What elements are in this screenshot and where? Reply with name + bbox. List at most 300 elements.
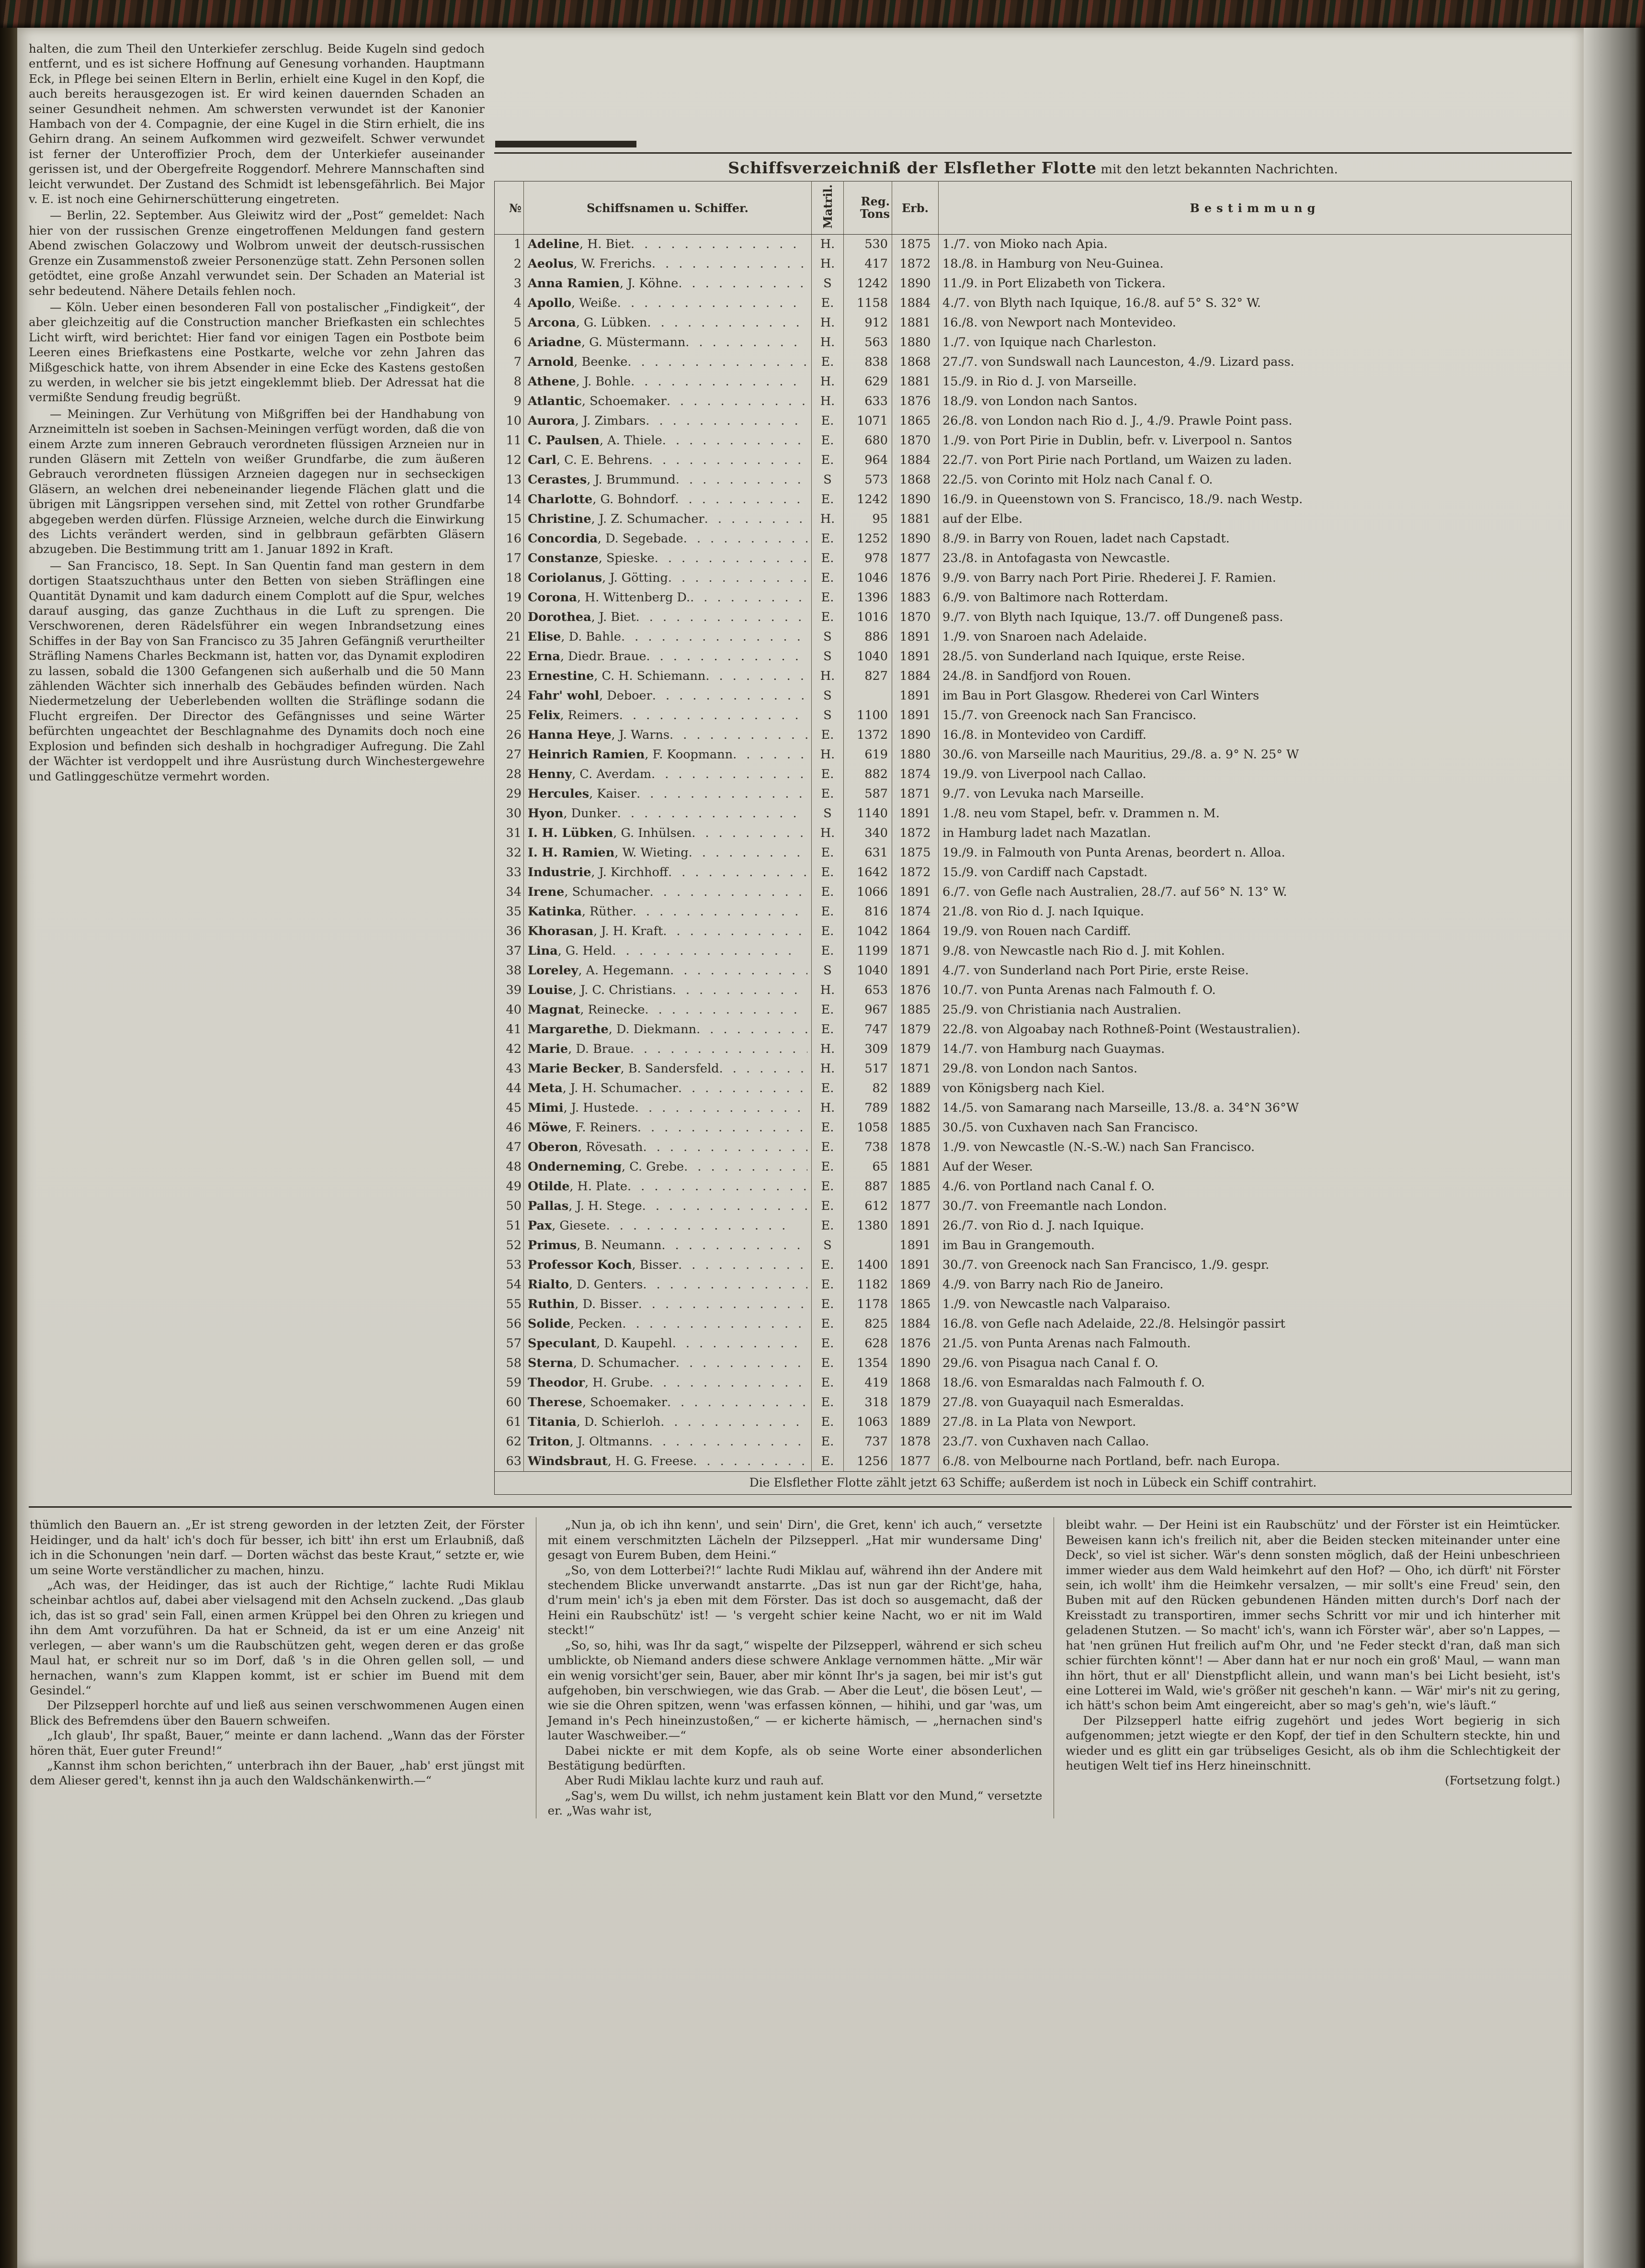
fleet-table-title (494, 152, 1572, 181)
ship-built-year: 1881 (892, 372, 939, 392)
page-content (29, 41, 1572, 1818)
leader-dots (733, 745, 807, 765)
paragraph: — Meiningen. Zur Verhütung von Mißgriffen bei der Handhabung von Arzneimitteln ist soeben in Sachsen-Meiningen verfügt worden, daß die von einem Arzte zum inneren Gebrauch verordneten flüssigen Arzneien nur in runden Gläsern mit Zetteln von weißer Grundfarbe, die zum äußeren Gebrauch verordneten flüssigen Arzneien dagegen nur in sechseckigen Gläsern, an welchen drei nebeneinander liegende Flächen glatt und die übrigen mit Längsrippen versehen sind, mit Zettel von rother Grundfarbe abgegeben werden dürfen. Flüssige Arzneien, welche durch die Einwirkung des Lichts verändert werden, sind in gelbbraun gefärbten Gläsern abzugeben. Die Bestimmung tritt am 1. Januar 1892 in Kraft. (29, 406, 485, 556)
ship-name: Professor Koch, Bisser . . (524, 1255, 812, 1275)
ship-material: S (812, 627, 844, 647)
ship-name: Katinka, Rüther . . (524, 902, 812, 922)
ship-material: H. (812, 745, 844, 765)
ship-material: E. (812, 1138, 844, 1157)
ship-material: H. (812, 666, 844, 686)
ship-row (495, 235, 1572, 255)
leader-dots (643, 1275, 807, 1295)
ship-destination: 19./9. in Falmouth von Punta Arenas, beordert n. Alloa. (939, 843, 1572, 863)
ship-material: E. (812, 1255, 844, 1275)
page-stack-right-edge (1584, 28, 1645, 2268)
ship-number: 29 (506, 787, 522, 801)
ship-name: Carl, C. E. Behrens . . (524, 451, 812, 470)
ship-built-year: 1878 (892, 1138, 939, 1157)
leader-dots (667, 392, 807, 411)
ship-material: E. (812, 1432, 844, 1452)
leader-dots (637, 1118, 807, 1138)
ship-name: Loreley, A. Hegemann . . (524, 961, 812, 981)
ship-number: 25 (506, 708, 522, 723)
ship-reg-tons: 964 (844, 451, 892, 470)
ship-number: 38 (506, 963, 522, 978)
ship-material: S (812, 647, 844, 666)
ship-built-year: 1885 (892, 1000, 939, 1020)
ship-name: Pax, Giesete . . (524, 1216, 812, 1236)
ship-name: Coriolanus, J. Götting . . (524, 568, 812, 588)
ship-destination: 1./9. von Newcastle nach Valparaiso. (939, 1295, 1572, 1314)
ship-row (495, 352, 1572, 372)
ship-destination: 4./9. von Barry nach Rio de Janeiro. (939, 1275, 1572, 1295)
ship-reg-tons (844, 686, 892, 706)
ship-name: Ariadne, G. Müstermann . . (524, 333, 812, 352)
ship-number: 26 (506, 728, 522, 743)
ship-row (495, 1177, 1572, 1196)
ship-row (495, 1039, 1572, 1059)
ship-material: E. (812, 1412, 844, 1432)
paragraph: „Sag's, wem Du willst, ich nehm justament kein Blatt vor den Mund,“ versetzte er. „Was wahr ist, (547, 1788, 1043, 1818)
ship-name: Aurora, J. Zimbars . . (524, 411, 812, 431)
ship-built-year: 1884 (892, 293, 939, 313)
ship-name: Concordia, D. Segebade . . (524, 529, 812, 549)
leader-dots (689, 843, 807, 863)
ship-built-year: 1880 (892, 333, 939, 352)
ship-built-year: 1876 (892, 392, 939, 411)
ship-reg-tons: 882 (844, 765, 892, 784)
leader-dots (684, 1157, 807, 1177)
leader-dots (692, 824, 807, 843)
ship-name: Therese, Schoemaker . . (524, 1393, 812, 1412)
ship-material: H. (812, 1039, 844, 1059)
leader-dots (668, 863, 807, 882)
ship-destination: 15./9. in Rio d. J. von Marseille. (939, 372, 1572, 392)
ship-material: H. (812, 372, 844, 392)
ship-destination: im Bau in Grangemouth. (939, 1236, 1572, 1255)
ship-reg-tons: 309 (844, 1039, 892, 1059)
ship-material: E. (812, 431, 844, 451)
ship-destination: 18./8. in Hamburg von Neu-Guinea. (939, 254, 1572, 274)
ship-reg-tons: 738 (844, 1138, 892, 1157)
feuilleton-section (29, 1517, 1572, 1818)
ship-built-year: 1879 (892, 1039, 939, 1059)
ship-destination: 9./7. von Levuka nach Marseille. (939, 784, 1572, 804)
ship-row (495, 725, 1572, 745)
ship-number: 6 (513, 335, 522, 350)
ship-reg-tons (844, 1236, 892, 1255)
ship-number: 57 (506, 1336, 522, 1351)
ship-material: E. (812, 765, 844, 784)
ship-number: 30 (506, 806, 522, 821)
ship-built-year: 1865 (892, 411, 939, 431)
ship-number: 52 (506, 1238, 522, 1253)
ship-built-year: 1889 (892, 1079, 939, 1098)
leader-dots (704, 509, 807, 529)
ship-material: S (812, 470, 844, 490)
ship-name: Margarethe, D. Diekmann . . (524, 1020, 812, 1039)
ship-name: Fahr' wohl, Deboer . . (524, 686, 812, 706)
ship-reg-tons: 887 (844, 1177, 892, 1196)
ship-number: 23 (506, 669, 522, 684)
ship-reg-tons: 633 (844, 392, 892, 411)
ship-built-year: 1872 (892, 824, 939, 843)
ship-reg-tons: 653 (844, 981, 892, 1000)
ship-number: 54 (506, 1277, 522, 1292)
ship-row (495, 313, 1572, 333)
ship-built-year: 1870 (892, 431, 939, 451)
ship-row (495, 902, 1572, 922)
ship-number: 3 (513, 276, 522, 291)
ship-built-year: 1880 (892, 745, 939, 765)
ship-destination: 16./8. von Newport nach Montevideo. (939, 313, 1572, 333)
ship-row (495, 1118, 1572, 1138)
ship-built-year: 1875 (892, 235, 939, 255)
ship-material: E. (812, 1354, 844, 1373)
ship-built-year: 1865 (892, 1295, 939, 1314)
ship-name: Heinrich Ramien, F. Koopmann . . (524, 745, 812, 765)
ship-number: 20 (506, 610, 522, 625)
ship-destination: 1./8. neu vom Stapel, befr. v. Drammen n. M. (939, 804, 1572, 824)
ship-row (495, 765, 1572, 784)
ship-reg-tons: 1063 (844, 1412, 892, 1432)
leader-dots (631, 372, 807, 392)
ship-number: 41 (506, 1022, 522, 1037)
ship-name: Oberon, Rövesath . . (524, 1138, 812, 1157)
ship-number: 9 (513, 394, 522, 409)
ship-built-year: 1881 (892, 313, 939, 333)
ship-destination: 30./7. von Freemantle nach London. (939, 1196, 1572, 1216)
leader-dots (627, 352, 807, 372)
ship-reg-tons: 1140 (844, 804, 892, 824)
ship-number: 59 (506, 1376, 522, 1390)
ship-material: E. (812, 1275, 844, 1295)
fleet-table-footer: Die Elsflether Flotte zählt jetzt 63 Schiffe; außerdem ist noch in Lübeck ein Schiff contrahirt. (494, 1472, 1572, 1495)
ship-built-year: 1874 (892, 902, 939, 922)
ship-material: H. (812, 981, 844, 1000)
ship-built-year: 1891 (892, 882, 939, 902)
news-column (29, 41, 485, 785)
ship-number: 40 (506, 1003, 522, 1017)
ship-number: 5 (513, 316, 522, 330)
ship-row (495, 1452, 1572, 1472)
ship-material: E. (812, 1177, 844, 1196)
leader-dots (660, 1412, 807, 1432)
fleet-table-header (495, 181, 1572, 235)
paragraph: bleibt wahr. — Der Heini ist ein Raubschütz' und der Förster ist ein Heimtücker. Beweisen kann ich's freilich nit, aber die Beiden stecken miteinander unter eine Deck', so viel ist sicher. Wär's denn sonsten möglich, daß der Heini unbeschrieen immer wieder aus dem Wald heimkehrt auf den Hof? — Oho, ich dürft' nit Förster sein, ich wollt' ihm die Heimkehr versalzen, — mir sollt's eine Freud' sein, den Buben mit auf den Rücken gebundenen Händen mitten durch's Dorf nach der Kreisstadt zu transportiren, immer sechs Schritt vor mir und ich hinterher mit geladenen Stutzen. — So macht' ich's, wann ich Förster wär', aber so'n Lappes, — hat 'nen grünen Hut freilich auf'm Ohr, und 'ne Feder steckt d'ran, daß man sich schier fürchten könnt'! — Aber dann hat er nur noch ein groß' Maul, — wann man ihn hört, thut er all' Dienstpflicht allein, und wann man's bei Licht besieht, ist's eine Lotterei im Wald, wie's größer nit gescheh'n kann. — Wär' mir's nit zu gering, ich hätt's schon beim Amt eingereicht, aber so mag's geh'n, wie's läuft.“ (1066, 1518, 1561, 1713)
ship-material: E. (812, 1334, 844, 1354)
ship-row (495, 1236, 1572, 1255)
ship-name: Khorasan, J. H. Kraft . . (524, 922, 812, 941)
leader-dots (635, 1098, 807, 1118)
ship-name: Constanze, Spieske . . (524, 549, 812, 568)
top-section (29, 41, 1572, 1495)
ship-name: Henny, C. Averdam . . (524, 765, 812, 784)
ship-row (495, 647, 1572, 666)
ship-built-year: 1891 (892, 627, 939, 647)
ship-destination: von Königsberg nach Kiel. (939, 1079, 1572, 1098)
ship-name: Ruthin, D. Bisser . . (524, 1295, 812, 1314)
ship-built-year: 1872 (892, 254, 939, 274)
ship-number: 49 (506, 1179, 522, 1194)
ship-row (495, 941, 1572, 961)
leader-dots (685, 333, 807, 352)
ship-destination: 6./7. von Gefle nach Australien, 28./7. auf 56° N. 13° W. (939, 882, 1572, 902)
ornament-bar (495, 141, 636, 147)
ship-destination: 30./6. von Marseille nach Mauritius, 29./8. a. 9° N. 25° W (939, 745, 1572, 765)
ship-name: Mimi, J. Hustede . . (524, 1098, 812, 1118)
ship-built-year: 1868 (892, 470, 939, 490)
ship-built-year: 1876 (892, 981, 939, 1000)
feuilleton-column-2 (536, 1517, 1054, 1818)
leader-dots (622, 1314, 807, 1334)
ship-row (495, 1373, 1572, 1393)
ship-reg-tons: 747 (844, 1020, 892, 1039)
ship-reg-tons: 1100 (844, 706, 892, 725)
ship-built-year: 1891 (892, 706, 939, 725)
ship-name: Windsbraut, H. G. Freese . . (524, 1452, 812, 1472)
ship-number: 17 (506, 551, 522, 566)
ship-destination: 30./7. von Greenock nach San Francisco, 1./9. gespr. (939, 1255, 1572, 1275)
ship-number: 61 (506, 1415, 522, 1430)
ship-number: 44 (506, 1081, 522, 1096)
ship-destination: 16./8. von Gefle nach Adelaide, 22./8. Helsingör passirt (939, 1314, 1572, 1334)
ship-reg-tons: 340 (844, 824, 892, 843)
ship-number: 27 (506, 747, 522, 762)
leader-dots (646, 647, 807, 666)
ship-material: E. (812, 882, 844, 902)
leader-dots (643, 1138, 807, 1157)
ship-reg-tons: 1071 (844, 411, 892, 431)
paragraph: „So, so, hihi, was Ihr da sagt,“ wispelte der Pilzsepperl, während er sich scheu umblickte, ob Niemand anders diese schwere Anklage vernommen hätte. „Mir wär ein wenig vorsicht'ger sein, Bauer, aber mir könnt Ihr's ja sagen, bei mir ist's gut aufgehoben, bin verschwiegen, wie das Grab. — Aber die Leut', die bösen Leut', — wie sie die Ohren spitzen, wenn 'was erfassen können, — hihihi, und gar 'was, um Jemand in's Pech hineinzustoßen,“ — er kicherte hämisch, — „hernachen sind's lauter Waschweiber.—“ (547, 1638, 1043, 1743)
ship-destination: 10./7. von Punta Arenas nach Falmouth f. O. (939, 981, 1572, 1000)
leader-dots (650, 882, 807, 902)
ship-material: S (812, 686, 844, 706)
ship-name: Industrie, J. Kirchhoff . . (524, 863, 812, 882)
ship-name: Cerastes, J. Brummund . . (524, 470, 812, 490)
ship-name: Speculant, D. Kaupehl . . (524, 1334, 812, 1354)
ship-built-year: 1883 (892, 588, 939, 608)
ship-material: S (812, 961, 844, 981)
ship-material: E. (812, 1393, 844, 1412)
ship-material: E. (812, 725, 844, 745)
ship-reg-tons: 419 (844, 1373, 892, 1393)
leader-dots (645, 1000, 807, 1020)
fleet-table (494, 181, 1572, 1472)
leader-dots (696, 1020, 807, 1039)
ship-destination: 4./7. von Blyth nach Iquique, 16./8. auf 5° S. 32° W. (939, 293, 1572, 313)
ship-built-year: 1891 (892, 961, 939, 981)
ship-row (495, 1354, 1572, 1373)
ship-reg-tons: 737 (844, 1432, 892, 1452)
ship-reg-tons: 1040 (844, 961, 892, 981)
ship-destination: 23./7. von Cuxhaven nach Callao. (939, 1432, 1572, 1452)
ship-number: 34 (506, 885, 522, 900)
ship-built-year: 1870 (892, 608, 939, 627)
ship-row (495, 1295, 1572, 1314)
ship-name: Sterna, D. Schumacher . . (524, 1354, 812, 1373)
leader-dots (633, 902, 807, 922)
paragraph: (Fortsetzung folgt.) (1445, 1773, 1561, 1788)
ship-row (495, 431, 1572, 451)
ship-number: 18 (506, 571, 522, 586)
ship-reg-tons: 789 (844, 1098, 892, 1118)
ship-reg-tons: 1066 (844, 882, 892, 902)
ship-row (495, 470, 1572, 490)
ship-number: 11 (506, 433, 522, 448)
ship-destination: 6./9. von Baltimore nach Rotterdam. (939, 588, 1572, 608)
ship-reg-tons: 1372 (844, 725, 892, 745)
ship-destination: 8./9. in Barry von Rouen, ladet nach Capstadt. (939, 529, 1572, 549)
ship-destination: 9./9. von Barry nach Port Pirie. Rhederei J. F. Ramien. (939, 568, 1572, 588)
ship-name: Arcona, G. Lübken . . (524, 313, 812, 333)
ship-built-year: 1868 (892, 352, 939, 372)
ship-reg-tons: 631 (844, 843, 892, 863)
ship-row (495, 666, 1572, 686)
ship-name: Otilde, H. Plate . . (524, 1177, 812, 1196)
ship-destination: 4./6. von Portland nach Canal f. O. (939, 1177, 1572, 1196)
ship-row (495, 843, 1572, 863)
ship-reg-tons: 628 (844, 1334, 892, 1354)
ship-destination: 23./8. in Antofagasta von Newcastle. (939, 549, 1572, 568)
ship-destination: 22./5. von Corinto mit Holz nach Canal f. O. (939, 470, 1572, 490)
fleet-table-body (495, 235, 1572, 1472)
paragraph: halten, die zum Theil den Unterkiefer zerschlug. Beide Kugeln sind gedoch entfernt, und es ist sichere Hoffnung auf Genesung vorhanden. Hauptmann Eck, in Pflege bei seinen Eltern in Berlin, erhielt eine Kugel in den Kopf, die auch bereits herausgezogen ist. Er wird keinen dauernden Schaden an seiner Gesundheit nehmen. Am schwersten verwundet ist der Kanonier Hambach von der 4. Compagnie, der eine Kugel in die Stirn erhielt, die ins Gehirn drang. An seinem Aufkommen wird gezweifelt. Schwer verwundet ist ferner der Unteroffizier Proch, dem der Unterkiefer auseinander gerissen ist, und der Obergefreite Roggendorf. Mehrere Mannschaften sind leicht verwundet. Der Zustand des Schmidt ist lebensgefährlich. Bei Major v. E. ist noch eine Gehirnerschütterung eingetreten. (29, 42, 485, 206)
ship-destination: 19./9. von Rouen nach Cardiff. (939, 922, 1572, 941)
ship-destination: 24./8. in Sandfjord von Rouen. (939, 666, 1572, 686)
ship-name: Apollo, Weiße . . (524, 293, 812, 313)
ship-name: Hanna Heye, J. Warns . . (524, 725, 812, 745)
leader-dots (621, 627, 807, 647)
ship-number: 33 (506, 865, 522, 880)
ship-material: H. (812, 509, 844, 529)
ship-destination: 30./5. von Cuxhaven nach San Francisco. (939, 1118, 1572, 1138)
feuilleton-column-1 (29, 1517, 536, 1818)
ship-destination: 29./8. von London nach Santos. (939, 1059, 1572, 1079)
ship-row (495, 1079, 1572, 1098)
ship-material: H. (812, 254, 844, 274)
ship-destination: 26./7. von Rio d. J. nach Iquique. (939, 1216, 1572, 1236)
ship-reg-tons: 825 (844, 1314, 892, 1334)
ship-reg-tons: 95 (844, 509, 892, 529)
ship-row (495, 1334, 1572, 1354)
ship-built-year: 1879 (892, 1393, 939, 1412)
col-header-material: Matril. (812, 181, 844, 235)
leader-dots (649, 1432, 807, 1452)
ship-material: E. (812, 922, 844, 941)
ship-destination: 29./6. von Pisagua nach Canal f. O. (939, 1354, 1572, 1373)
ship-material: H. (812, 392, 844, 411)
ship-built-year: 1884 (892, 666, 939, 686)
ship-number: 13 (506, 473, 522, 487)
ship-built-year: 1876 (892, 568, 939, 588)
ship-number: 15 (506, 512, 522, 527)
paragraph: „Ich glaub', Ihr spaßt, Bauer,“ meinte er dann lachend. „Wann das der Förster hören thät, Euer guter Freund!“ (30, 1728, 524, 1758)
ship-row (495, 1275, 1572, 1295)
ship-row (495, 1157, 1572, 1177)
ship-name: I. H. Lübken, G. Inhülsen . . (524, 824, 812, 843)
ship-row (495, 1314, 1572, 1334)
book-cover-top-edge (0, 0, 1645, 28)
ship-number: 14 (506, 492, 522, 507)
ship-name: Titania, D. Schierloh . . (524, 1412, 812, 1432)
ship-destination: 14./7. von Hamburg nach Guaymas. (939, 1039, 1572, 1059)
ship-destination: 14./5. von Samarang nach Marseille, 13./8. a. 34°N 36°W (939, 1098, 1572, 1118)
leader-dots (667, 1393, 807, 1412)
leader-dots (670, 961, 807, 981)
ship-number: 21 (506, 630, 522, 644)
leader-dots (652, 686, 807, 706)
leader-dots (690, 588, 807, 608)
ship-name: Onderneming, C. Grebe . . (524, 1157, 812, 1177)
leader-dots (630, 1039, 807, 1059)
ship-material: E. (812, 529, 844, 549)
paragraph: „Ach was, der Heidinger, das ist auch der Richtige,“ lachte Rudi Miklau scheinbar achtlos auf, dabei aber vielsagend mit den Achseln zuckend. „Das glaub ich, das ist so grad' sein Fall, einen armen Krüppel bei den Ohren zu kriegen und ihn dem Amt vorzuführen. Da hat er Schneid, da ist er um eine Anzeig' nit verlegen, — aber wann's um die Raubschützen geht, wegen deren er das große Maul hat, er schreit nur so im Dorf, daß 's in die Ohren gellen soll, — und hernachen, wann's zum Klappen kommt, ist er schier im Buend mit dem Gesindel.“ (30, 1578, 524, 1697)
ship-name: Meta, J. H. Schumacher . . (524, 1079, 812, 1098)
ship-row (495, 274, 1572, 293)
leader-dots (705, 666, 807, 686)
ship-name: Triton, J. Oltmanns . . (524, 1432, 812, 1452)
ship-number: 39 (506, 983, 522, 998)
ship-material: E. (812, 863, 844, 882)
ship-reg-tons: 1058 (844, 1118, 892, 1138)
ship-built-year: 1869 (892, 1275, 939, 1295)
ship-number: 60 (506, 1395, 522, 1410)
ship-reg-tons: 1400 (844, 1255, 892, 1275)
ship-row (495, 392, 1572, 411)
ship-number: 2 (513, 257, 522, 271)
ship-row (495, 451, 1572, 470)
ship-row (495, 608, 1572, 627)
ship-material: E. (812, 843, 844, 863)
ship-number: 62 (506, 1434, 522, 1449)
ship-row (495, 922, 1572, 941)
leader-dots (668, 568, 807, 588)
ship-material: E. (812, 1079, 844, 1098)
ship-number: 48 (506, 1160, 522, 1174)
ship-row (495, 745, 1572, 765)
paragraph: „Nun ja, ob ich ihn kenn', und sein' Dirn', die Gret, kenn' ich auch,“ versetzte mit einem verschmitzten Lächeln der Pilzsepperl. „Hat mir wundersame Ding' gesagt von Eurem Buben, dem Heini.“ (547, 1518, 1043, 1562)
ship-name: Ernestine, C. H. Schiemann . . (524, 666, 812, 686)
ship-row (495, 411, 1572, 431)
paragraph: — San Francisco, 18. Sept. In San Quentin fand man gestern in dem dortigen Staatszuchthaus unter den Betten von sieben Sträflingen eine Quantität Dynamit und kam dadurch einem Complott auf die Spur, welches darauf ausging, das ganze Zuchthaus in die Luft zu sprengen. Die Verschworenen, deren Rädelsführer ein wegen Inbrandsetzung eines Schiffes in der Bay von San Francisco zu 35 Jahren Gefängniß verurtheilter Sträfling Namens Charles Beckmann ist, hatten vor, das Dynamit explodiren zu lassen, sobald die 1300 Gefangenen sich außerhalb und die 50 Mann zählenden Wächter sich innerhalb des Gebäudes befinden würden. Nach Niedermetzelung der Ueberlebenden wollten die Sträflinge sodann die Flucht ergreifen. Der Director des Gefängnisses und seine Wärter befürchten ungeachtet der Beschlagnahme des Dynamits doch noch eine Explosion und befinden sich deshalb in hochgradiger Aufregung. Die Zahl der Wächter ist verdoppelt und ihre Ausrüstung durch Winchestergewehre und Gatlinggeschütze vermehrt worden. (29, 558, 485, 783)
ship-destination: 27./8. von Guayaquil nach Esmeraldas. (939, 1393, 1572, 1412)
ship-destination: 22./7. von Port Pirie nach Portland, um Waizen zu laden. (939, 451, 1572, 470)
paragraph: — Köln. Ueber einen besonderen Fall von postalischer „Findigkeit“, der aber gleichzeitig auf die Construction mancher Briefkasten ein schlechtes Licht wirft, wird berichtet: Hier fand vor einigen Tagen ein Postbote beim Leeren eines Briefkastens eine Postkarte, welche vor zehn Jahren das Mißgeschick hatte, von ihrem Absender in eine Ecke des Kastens gestoßen zu werden, in welcher sie bis jetzt eingeklemmt blieb. Der Adressat hat die vermißte Sendung freudig begrüßt. (29, 300, 485, 405)
ship-number: 8 (513, 374, 522, 389)
ship-number: 35 (506, 904, 522, 919)
ship-row (495, 981, 1572, 1000)
fleet-title-main: Schiffsverzeichniß der Elsflether Flotte (728, 158, 1097, 177)
leader-dots (627, 1177, 807, 1196)
ship-number: 51 (506, 1219, 522, 1233)
ship-built-year: 1890 (892, 725, 939, 745)
col-header-nr: № (495, 181, 524, 235)
ship-number: 12 (506, 453, 522, 468)
ship-material: S (812, 706, 844, 725)
ship-reg-tons: 1354 (844, 1354, 892, 1373)
ship-material: E. (812, 411, 844, 431)
ship-row (495, 568, 1572, 588)
ship-destination: Auf der Weser. (939, 1157, 1572, 1177)
ship-number: 1 (513, 237, 522, 252)
ship-destination: 1./9. von Snaroen nach Adelaide. (939, 627, 1572, 647)
ship-number: 32 (506, 846, 522, 860)
leader-dots (651, 765, 807, 784)
leader-dots (675, 490, 807, 509)
ship-reg-tons: 612 (844, 1196, 892, 1216)
ship-material: E. (812, 352, 844, 372)
